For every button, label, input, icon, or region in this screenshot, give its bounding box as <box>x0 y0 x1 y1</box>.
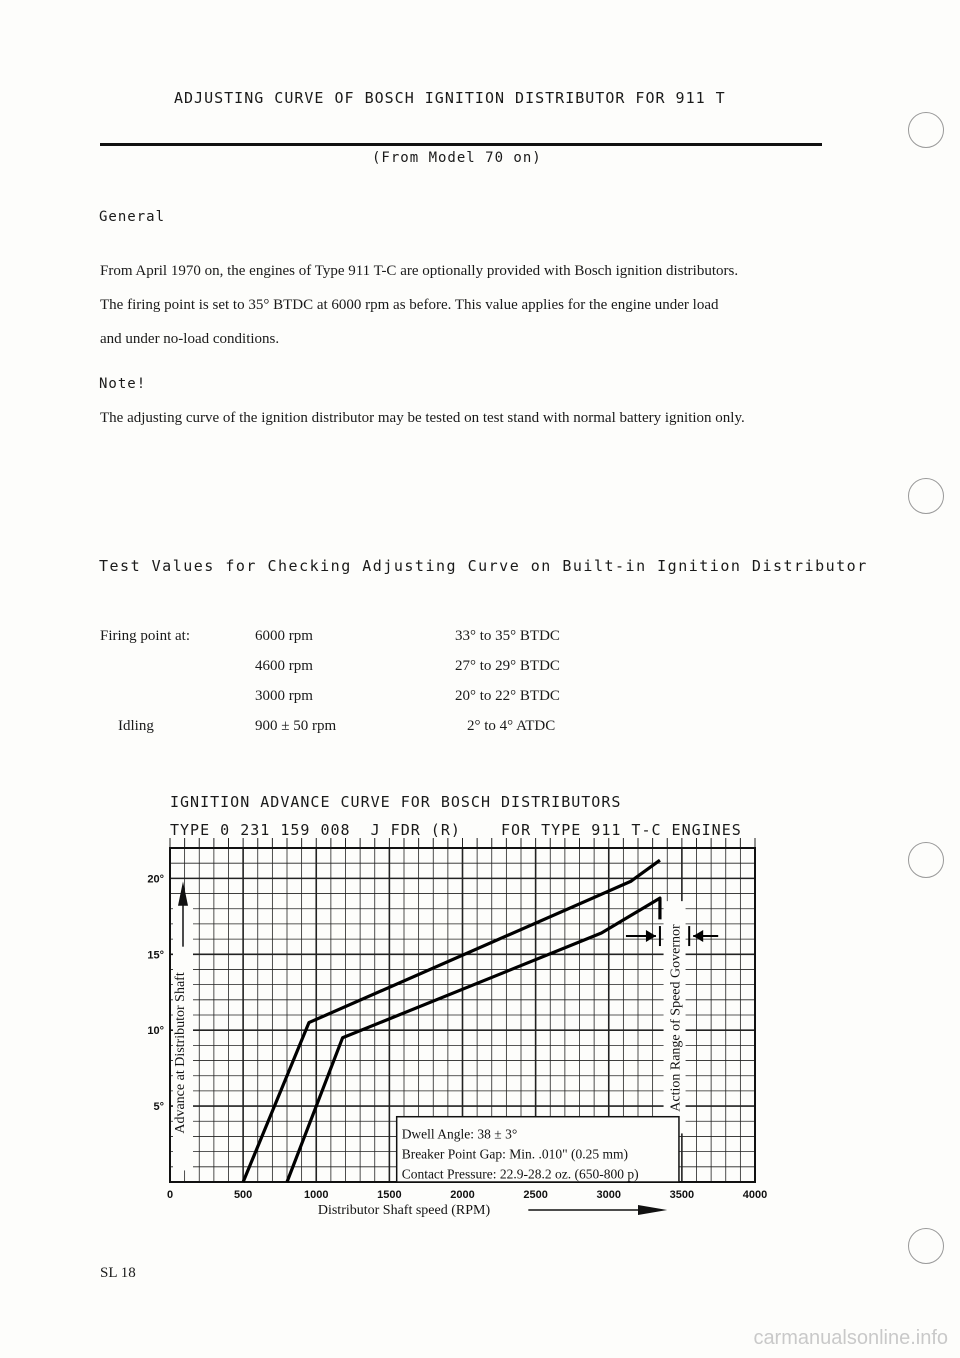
general-line-1: From April 1970 on, the engines of Type 911 T-C are optionally provided with Bosch ignition distributors. <box>100 263 739 279</box>
binder-hole <box>908 112 944 148</box>
test-value: 33° to 35° BTDC <box>455 628 560 644</box>
test-speed: 6000 rpm <box>255 628 313 644</box>
y-axis-label: Advance at Distributor Shaft <box>173 972 188 1134</box>
test-value: 20° to 22° BTDC <box>455 688 560 704</box>
x-tick-label: 3000 <box>596 1189 621 1201</box>
x-tick-label: 2500 <box>523 1189 548 1201</box>
x-tick-label: 3500 <box>669 1189 695 1201</box>
general-heading: General <box>99 209 166 225</box>
x-tick-label: 1500 <box>377 1189 402 1201</box>
x-tick-label: 500 <box>233 1189 253 1201</box>
x-tick-label: 4000 <box>742 1189 768 1201</box>
general-line-2: The firing point is set to 35° BTDC at 6000 rpm as before. This value applies for the engine under load <box>100 297 719 313</box>
governor-arrow-right-head <box>693 930 703 942</box>
binder-hole <box>908 478 944 514</box>
test-value: 27° to 29° BTDC <box>455 658 560 674</box>
binder-hole <box>908 1228 944 1264</box>
note-text: The adjusting curve of the ignition distributor may be tested on test stand with normal battery ignition only. <box>100 410 745 426</box>
general-line-3: and under no-load conditions. <box>100 331 280 347</box>
info-box-line: Dwell Angle: 38 ± 3° <box>401 1126 518 1142</box>
x-axis-arrow-head <box>638 1205 667 1215</box>
y-tick-label: 10° <box>147 1025 164 1038</box>
document-subtitle: (From Model 70 on) <box>372 150 542 166</box>
note-heading: Note! <box>99 376 147 392</box>
test-speed: 3000 rpm <box>255 688 313 704</box>
chart-title-2: TYPE 0 231 159 008 J FDR (R) FOR TYPE 911 T-C ENGINES <box>170 821 742 839</box>
x-tick-label: 2000 <box>450 1189 475 1201</box>
info-box-line: Contact Pressure: 22.9-28.2 oz. (650-800 p) <box>401 1166 639 1182</box>
test-value: 2° to 4° ATDC <box>467 718 556 734</box>
test-values-heading: Test Values for Checking Adjusting Curve on Built-in Ignition Distributor <box>99 557 868 575</box>
y-tick-label: 5° <box>153 1101 164 1114</box>
test-speed: 4600 rpm <box>255 658 313 674</box>
x-tick-label: 0 <box>166 1189 174 1201</box>
test-label: Idling <box>118 718 154 734</box>
info-box-line: Breaker Point Gap: Min. .010" (0.25 mm) <box>401 1146 629 1162</box>
watermark: carmanualsonline.info <box>753 1327 948 1349</box>
y-tick-label: 15° <box>147 949 164 962</box>
governor-arrow-left-head <box>646 930 656 942</box>
y-tick-label: 20° <box>147 873 164 886</box>
governor-range-label: Action Range of Speed Governor <box>668 924 684 1112</box>
x-axis-label: Distributor Shaft speed (RPM) <box>317 1203 491 1218</box>
test-speed: 900 ± 50 rpm <box>255 718 337 734</box>
binder-hole <box>908 842 944 878</box>
x-tick-label: 1000 <box>304 1189 329 1201</box>
page-footer: SL 18 <box>100 1265 136 1281</box>
chart-annotations <box>397 901 719 1182</box>
document-title: ADJUSTING CURVE OF BOSCH IGNITION DISTRIBUTOR FOR 911 T <box>174 89 726 107</box>
chart-title-1: IGNITION ADVANCE CURVE FOR BOSCH DISTRIBUTORS <box>170 793 622 811</box>
test-label: Firing point at: <box>100 628 190 644</box>
